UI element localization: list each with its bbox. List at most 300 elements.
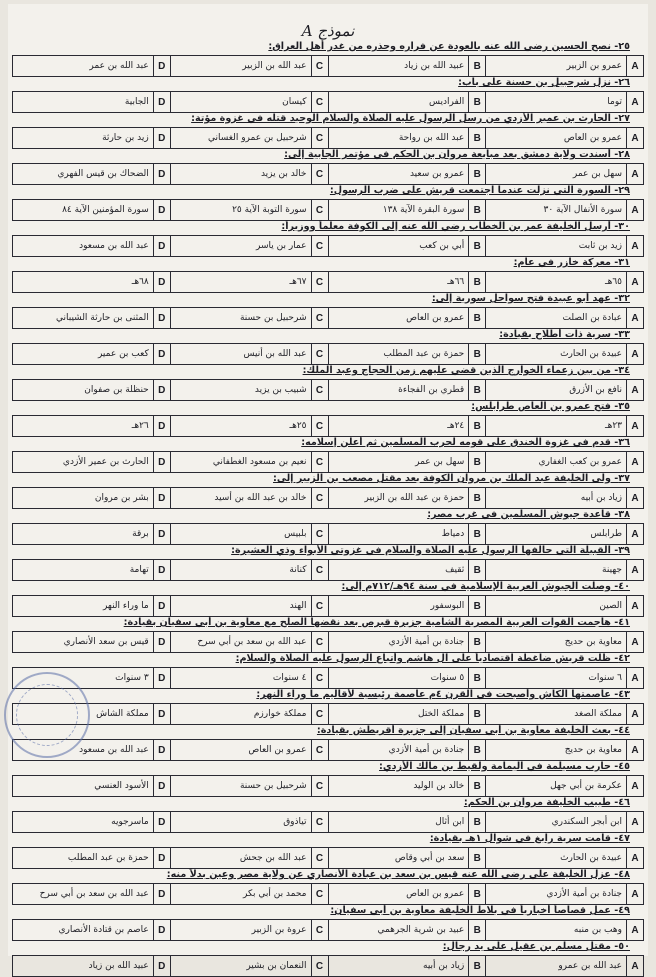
answer-option[interactable] [328, 380, 486, 400]
option-letter: B [468, 272, 485, 292]
option-text: شرحبيل بن حسنة [239, 781, 307, 791]
option-letter: B [468, 560, 485, 580]
answer-option[interactable] [170, 884, 328, 904]
answer-option[interactable] [485, 452, 643, 472]
option-text: كنانة [289, 565, 307, 575]
answer-option[interactable] [485, 128, 643, 148]
option-letter: D [153, 740, 170, 760]
question-text: ٤١- هاجمت القوات العربية المصرية الشامية جزيرة قبرص بعد نقضها الصلح مع معاوية بن أبي سفيان بقيادة: [123, 617, 630, 628]
option-letter: B [468, 344, 485, 364]
option-letter: C [311, 92, 328, 112]
option-text: ثقيف [445, 565, 465, 575]
option-text: دمياط [441, 529, 465, 539]
answer-option[interactable] [170, 380, 328, 400]
option-text: كيسان [282, 97, 307, 107]
question-block [8, 112, 648, 148]
option-text: الفراديس [429, 97, 465, 107]
option-letter: A [626, 308, 643, 328]
answer-option[interactable] [170, 236, 328, 256]
answer-option[interactable] [485, 488, 643, 508]
question-block [8, 220, 648, 256]
option-letter: D [153, 956, 170, 976]
question-block [8, 940, 648, 976]
option-text: ٥ سنوات [430, 673, 465, 683]
option-text: عكرمة بن أبي جهل [550, 781, 622, 791]
question-block [8, 364, 648, 400]
option-text: خالد بن يزيد [260, 169, 307, 179]
option-text: ٦٨هـ [131, 277, 149, 287]
options-row [12, 919, 644, 941]
option-letter: A [626, 704, 643, 724]
answer-option[interactable] [13, 956, 170, 976]
answer-option[interactable] [485, 560, 643, 580]
option-text: مملكة خوارزم [253, 709, 307, 719]
question-block [8, 616, 648, 652]
answer-option[interactable] [328, 164, 486, 184]
option-text: ٦ سنوات [588, 673, 622, 683]
options-row [12, 559, 644, 581]
option-text: برقة [132, 529, 149, 539]
answer-option[interactable] [485, 740, 643, 760]
option-letter: A [626, 272, 643, 292]
answer-option[interactable] [13, 308, 170, 328]
answer-option[interactable] [485, 56, 643, 76]
answer-option[interactable] [170, 200, 328, 220]
option-letter: C [311, 200, 328, 220]
answer-option[interactable] [13, 92, 170, 112]
options-row [12, 379, 644, 401]
answer-option[interactable] [328, 488, 486, 508]
answer-option[interactable] [13, 416, 170, 436]
answer-option[interactable] [170, 308, 328, 328]
answer-option[interactable] [170, 632, 328, 652]
answer-option[interactable] [170, 56, 328, 76]
answer-option[interactable] [328, 308, 486, 328]
option-letter: A [626, 668, 643, 688]
answer-option[interactable] [485, 524, 643, 544]
option-letter: B [468, 92, 485, 112]
option-text: عمرو بن العاص [406, 313, 465, 323]
question-text: ٢٦- نزل شرحبيل بن حسنة على باب: [458, 77, 630, 88]
option-letter: A [626, 236, 643, 256]
question-text: ٢٩- السورة التي نزلت عندما اجتمعت قريش على ضرب الرسول: [329, 185, 630, 196]
option-letter: D [153, 308, 170, 328]
option-letter: C [311, 416, 328, 436]
option-text: كعب بن عمير [97, 349, 149, 359]
question-block [8, 652, 648, 688]
question-block [8, 724, 648, 760]
option-text: سهل بن عمر [572, 169, 622, 179]
option-text: عمرو بن العاص [248, 745, 307, 755]
option-letter: D [153, 632, 170, 652]
option-text: الضحاك بن قيس الفهري [57, 169, 149, 179]
option-letter: B [468, 416, 485, 436]
option-text: عبد الله بن عمر [89, 61, 149, 71]
answer-option[interactable] [170, 776, 328, 796]
answer-option[interactable] [328, 812, 486, 832]
stamp-seal-icon [4, 672, 90, 758]
option-letter: C [311, 812, 328, 832]
option-letter: B [468, 776, 485, 796]
answer-option[interactable] [13, 488, 170, 508]
answer-option[interactable] [485, 344, 643, 364]
exam-model-header: نموذج A [301, 22, 355, 40]
question-text: ٣٩- القبيلة التي حالفها الرسول عليه الصلاة والسلام في غزوتي الأبواء وذي العشيرة: [231, 545, 630, 556]
question-block [8, 292, 648, 328]
answer-option[interactable] [170, 164, 328, 184]
answer-option[interactable] [485, 812, 643, 832]
option-text: حمزة بن عبد المطلب [383, 349, 465, 359]
answer-option[interactable] [170, 452, 328, 472]
option-text: خالد بن الوليد [413, 781, 465, 791]
option-text: ٦٦هـ [447, 277, 465, 287]
answer-option[interactable] [328, 632, 486, 652]
option-letter: D [153, 164, 170, 184]
option-letter: A [626, 956, 643, 976]
question-block [8, 688, 648, 724]
question-text: ٣٦- قدم في غزوة الخندق على قومه لحرب المسلمين ثم أعلن إسلامه: [301, 437, 630, 448]
option-text: الجابية [124, 97, 149, 107]
options-row [12, 415, 644, 437]
question-text: ٣٥- فتح عمرو بن العاص طرابلس: [471, 401, 630, 412]
option-text: عبيدة بن الحارث [560, 853, 622, 863]
answer-option[interactable] [13, 848, 170, 868]
answer-option[interactable] [13, 560, 170, 580]
answer-option[interactable] [170, 740, 328, 760]
answer-option[interactable] [485, 776, 643, 796]
option-text: عبد الله بن جحش [239, 853, 307, 863]
options-row [12, 811, 644, 833]
option-letter: A [626, 848, 643, 868]
option-letter: D [153, 488, 170, 508]
answer-option[interactable] [328, 704, 486, 724]
option-letter: D [153, 776, 170, 796]
question-text: ٣٣- سرية ذات أطلاح بقيادة: [499, 329, 630, 340]
answer-option[interactable] [485, 848, 643, 868]
option-text: عبيدة بن الحارث [560, 349, 622, 359]
option-letter: D [153, 200, 170, 220]
option-text: جهينة [602, 565, 622, 575]
answer-option[interactable] [328, 884, 486, 904]
answer-option[interactable] [170, 488, 328, 508]
answer-option[interactable] [328, 416, 486, 436]
answer-option[interactable] [485, 236, 643, 256]
answer-option[interactable] [13, 596, 170, 616]
options-row [12, 451, 644, 473]
option-text: عمرو بن العاص [563, 133, 622, 143]
option-text: قطري بن الفجاءة [398, 385, 465, 395]
options-row [12, 667, 644, 689]
question-text: ٣٢- عهد أبو عبيدة فتح سواحل سورية إلى: [431, 293, 630, 304]
answer-option[interactable] [13, 884, 170, 904]
option-text: ٤ سنوات [272, 673, 307, 683]
option-letter: A [626, 380, 643, 400]
answer-option[interactable] [13, 920, 170, 940]
question-block [8, 760, 648, 796]
options-row [12, 487, 644, 509]
question-text: ٤٦- طبيب الخليفة مروان بن الحكم: [463, 797, 630, 808]
option-letter: C [311, 56, 328, 76]
answer-option[interactable] [13, 380, 170, 400]
option-letter: A [626, 920, 643, 940]
option-text: عبد الله بن أنيس [243, 349, 307, 359]
option-text: سهل بن عمر [415, 457, 465, 467]
answer-option[interactable] [328, 596, 486, 616]
option-letter: B [468, 596, 485, 616]
question-block [8, 148, 648, 184]
option-letter: D [153, 704, 170, 724]
answer-option[interactable] [13, 344, 170, 364]
answer-option[interactable] [485, 596, 643, 616]
option-letter: C [311, 884, 328, 904]
answer-option[interactable] [13, 524, 170, 544]
answer-option[interactable] [13, 200, 170, 220]
option-text: ٢٣هـ [604, 421, 622, 431]
answer-option[interactable] [328, 452, 486, 472]
answer-option[interactable] [328, 956, 486, 976]
options-row [12, 235, 644, 257]
option-letter: B [468, 632, 485, 652]
answer-option[interactable] [485, 704, 643, 724]
exam-sheet [8, 4, 648, 972]
option-letter: C [311, 164, 328, 184]
question-text: ٤٤- بعث الخليفة معاوية بن أبي سفيان إلى جزيرة أقريطش بقيادة: [316, 725, 630, 736]
option-letter: A [626, 560, 643, 580]
question-block [8, 76, 648, 112]
options-row [12, 631, 644, 653]
question-block [8, 580, 648, 616]
question-text: ٤٠- وصلت الجيوش العربية الإسلامية في سنة ٩٤هـ/٧١٢م إلى: [341, 581, 630, 592]
options-row [12, 775, 644, 797]
answer-option[interactable] [170, 812, 328, 832]
options-row [12, 739, 644, 761]
option-text: قيس بن سعد الأنصاري [63, 637, 149, 647]
option-letter: B [468, 56, 485, 76]
answer-option[interactable] [170, 524, 328, 544]
option-letter: A [626, 128, 643, 148]
question-text: ٤٥- حارب مسيلمة في اليمامة ولقيط بن مالك الأزدي: [379, 761, 630, 772]
option-text: عمرو بن العاص [406, 889, 465, 899]
answer-option[interactable] [170, 92, 328, 112]
option-letter: C [311, 236, 328, 256]
question-block [8, 868, 648, 904]
answer-option[interactable] [13, 164, 170, 184]
option-letter: B [468, 848, 485, 868]
answer-option[interactable] [485, 164, 643, 184]
answer-option[interactable] [13, 812, 170, 832]
option-text: المثنى بن حارثة الشيباني [55, 313, 149, 323]
option-letter: A [626, 164, 643, 184]
option-letter: D [153, 848, 170, 868]
answer-option[interactable] [13, 56, 170, 76]
option-letter: C [311, 596, 328, 616]
option-letter: C [311, 740, 328, 760]
answer-option[interactable] [328, 740, 486, 760]
option-letter: B [468, 704, 485, 724]
option-letter: B [468, 812, 485, 832]
option-text: وهب بن منبه [573, 925, 622, 935]
option-letter: A [626, 200, 643, 220]
option-letter: A [626, 416, 643, 436]
option-letter: A [626, 344, 643, 364]
answer-option[interactable] [485, 668, 643, 688]
answer-option[interactable] [328, 236, 486, 256]
option-letter: B [468, 164, 485, 184]
option-text: شبيب بن يزيد [254, 385, 307, 395]
option-text: معاوية بن حديج [564, 637, 622, 647]
option-text: طرابلس [590, 529, 622, 539]
answer-option[interactable] [170, 704, 328, 724]
option-letter: A [626, 452, 643, 472]
option-letter: C [311, 848, 328, 868]
answer-option[interactable] [170, 920, 328, 940]
answer-option[interactable] [328, 560, 486, 580]
answer-option[interactable] [328, 776, 486, 796]
answer-option[interactable] [328, 56, 486, 76]
options-row [12, 595, 644, 617]
answer-option[interactable] [328, 344, 486, 364]
answer-option[interactable] [13, 128, 170, 148]
answer-option[interactable] [328, 524, 486, 544]
option-text: حنظلة بن صفوان [84, 385, 149, 395]
option-text: ٢٥هـ [289, 421, 307, 431]
options-row [12, 127, 644, 149]
option-text: ابن أبجر السكندري [551, 817, 622, 827]
option-letter: B [468, 740, 485, 760]
answer-option[interactable] [328, 920, 486, 940]
answer-option[interactable] [170, 848, 328, 868]
options-row [12, 847, 644, 869]
option-letter: D [153, 812, 170, 832]
option-text: الأسود العنسي [94, 781, 149, 791]
options-row [12, 883, 644, 905]
options-row [12, 271, 644, 293]
answer-option[interactable] [328, 200, 486, 220]
option-text: سعد بن أبي وقاص [394, 853, 465, 863]
option-text: ابن أثال [435, 817, 465, 827]
answer-option[interactable] [170, 668, 328, 688]
option-letter: B [468, 380, 485, 400]
options-row [12, 199, 644, 221]
option-letter: B [468, 668, 485, 688]
option-text: عبد الله بن مسعود [79, 241, 149, 251]
option-letter: C [311, 956, 328, 976]
answer-option[interactable] [328, 128, 486, 148]
answer-option[interactable] [485, 956, 643, 976]
option-text: عبيد الله بن زياد [88, 961, 149, 971]
option-letter: A [626, 56, 643, 76]
answer-option[interactable] [485, 92, 643, 112]
option-text: شرحبيل بن حسنة [239, 313, 307, 323]
option-letter: D [153, 92, 170, 112]
answer-option[interactable] [13, 272, 170, 292]
option-letter: D [153, 56, 170, 76]
question-text: ٤٨- عزل الخليفة علي رضي الله عنه قيس بن سعد بن عبادة الأنصاري عن ولاية مصر وعين بدلاً منه: [166, 869, 630, 880]
option-text: شرحبيل بن عمرو الغساني [207, 133, 307, 143]
answer-option[interactable] [328, 272, 486, 292]
option-letter: D [153, 272, 170, 292]
options-row [12, 703, 644, 725]
option-text: مملكة الختل [418, 709, 465, 719]
question-text: ٤٩- عمل قصاصاً أخبارياً في بلاط الخليفة معاوية بن أبي سفيان: [330, 905, 630, 916]
answer-option[interactable] [485, 200, 643, 220]
option-letter: D [153, 236, 170, 256]
answer-option[interactable] [170, 560, 328, 580]
question-block [8, 904, 648, 940]
answer-option[interactable] [13, 452, 170, 472]
option-letter: D [153, 344, 170, 364]
option-text: ٦٥هـ [604, 277, 622, 287]
answer-option[interactable] [328, 848, 486, 868]
question-block [8, 508, 648, 544]
option-text: النعمان بن بشير [246, 961, 307, 971]
answer-option[interactable] [170, 416, 328, 436]
answer-option[interactable] [485, 632, 643, 652]
option-text: زيد بن ثابت [578, 241, 622, 251]
answer-option[interactable] [170, 344, 328, 364]
answer-option[interactable] [13, 632, 170, 652]
option-letter: C [311, 704, 328, 724]
option-text: جنادة بن أمية الأزدي [388, 637, 465, 647]
option-text: جنادة بن أمية الأزدي [388, 745, 465, 755]
answer-option[interactable] [13, 236, 170, 256]
answer-option[interactable] [485, 920, 643, 940]
option-text: عمار بن ياسر [256, 241, 307, 251]
answer-option[interactable] [170, 596, 328, 616]
answer-option[interactable] [13, 776, 170, 796]
option-text: عبد الله بن عمرو [558, 961, 622, 971]
option-text: عبد الله بن رواحة [398, 133, 465, 143]
option-text: مملكة الشاش [96, 709, 149, 719]
option-text: عبادة بن الصلت [562, 313, 622, 323]
answer-option[interactable] [485, 884, 643, 904]
answer-option[interactable] [485, 416, 643, 436]
answer-option[interactable] [328, 668, 486, 688]
option-text: الصين [599, 601, 622, 611]
answer-option[interactable] [170, 956, 328, 976]
option-letter: A [626, 488, 643, 508]
option-text: حمزة بن عبد الله بن الزبير [364, 493, 465, 503]
option-text: ماسرجويه [111, 817, 149, 827]
option-text: عمرو بن الزبير [566, 61, 622, 71]
option-text: بشر بن مروان [94, 493, 149, 503]
option-text: الهند [289, 601, 307, 611]
question-text: ٣١- معركة خازر في عام: [513, 257, 630, 268]
answer-option[interactable] [170, 128, 328, 148]
answer-option[interactable] [328, 92, 486, 112]
answer-option[interactable] [485, 308, 643, 328]
option-letter: C [311, 128, 328, 148]
option-letter: C [311, 380, 328, 400]
question-block [8, 436, 648, 472]
option-text: توما [607, 97, 622, 107]
question-block [8, 544, 648, 580]
option-text: عاصم بن قتادة الأنصاري [58, 925, 149, 935]
option-text: البوسفور [430, 601, 465, 611]
answer-option[interactable] [170, 272, 328, 292]
answer-option[interactable] [485, 272, 643, 292]
option-letter: C [311, 776, 328, 796]
option-letter: A [626, 524, 643, 544]
answer-option[interactable] [485, 380, 643, 400]
option-text: عبيد بن شرية الجرهمي [377, 925, 465, 935]
option-letter: D [153, 128, 170, 148]
option-text: زياد بن أبيه [580, 493, 622, 503]
option-text: محمد بن أبي بكر [243, 889, 307, 899]
question-block [8, 832, 648, 868]
option-text: حمزة بن عبد المطلب [67, 853, 149, 863]
question-text: ٣٧- ولى الخليفة عبد الملك بن مروان الكوفة بعد مقتل مصعب بن الزبير إلى: [273, 473, 630, 484]
